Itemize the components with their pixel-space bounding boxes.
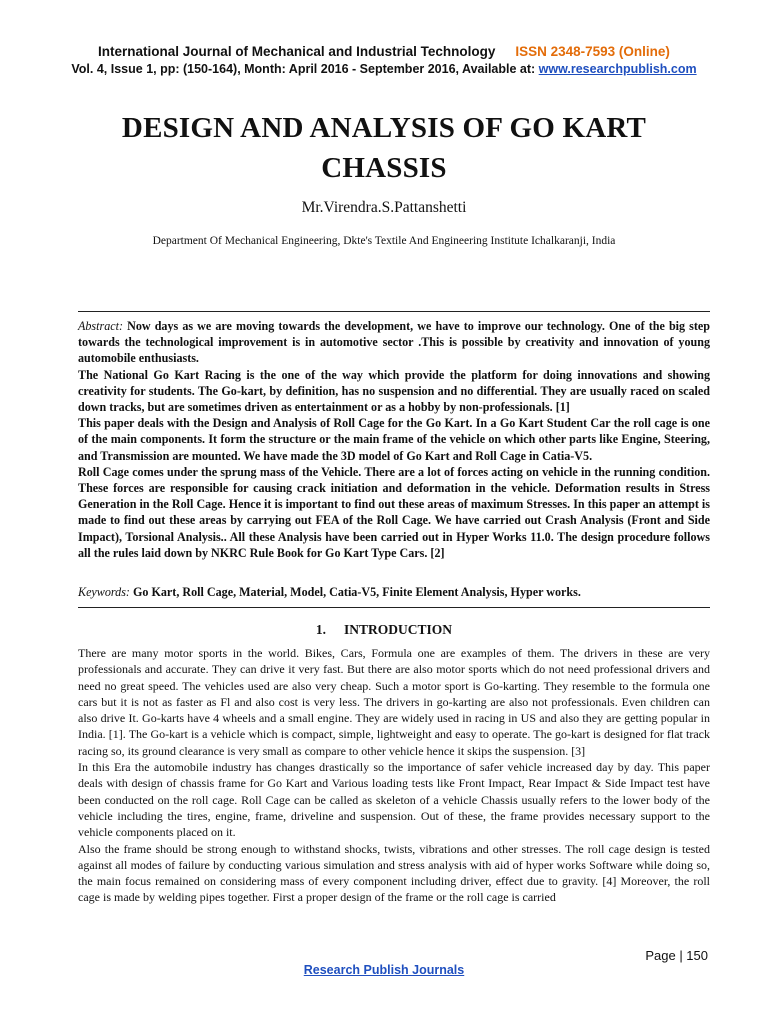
keywords-line: [78, 584, 710, 600]
body-paragraph: In this Era the automobile industry has changes drastically so the importance of safer vehicle increased day by day. This paper deals with design of chassis frame for Go Kart and Various loading tests like Front Impact, Rear Impact & Side Impact test have been conducted on the roll cage. Roll Cage can be called as skeleton of a vehicle Chassis usually refers to the lower body of the vehicle including the tires, engine, frame, driveline and suspension. Out of these, the frame provides necessary support to the vehicle components placed on it.: [78, 760, 710, 840]
abstract-label: Abstract:: [78, 319, 124, 333]
publisher-footer-link[interactable]: Research Publish Journals: [303, 963, 465, 977]
keywords-text: Go Kart, Roll Cage, Material, Model, Catia-V5, Finite Element Analysis, Hyper works.: [129, 585, 581, 599]
section-number: 1.: [315, 622, 327, 637]
abstract-paragraph: Abstract: Now days as we are moving towards the development, we have to improve our technology. One of the big step towards the technological improvement is in automotive sector .This is possible by creativity and innovation of young automobile enthusiasts.: [78, 319, 710, 366]
abstract-bottom-rule: [78, 607, 710, 608]
issn-label: ISSN 2348-7593 (Online): [515, 44, 670, 59]
body-paragraph: There are many motor sports in the world. Bikes, Cars, Formula one are examples of them. The drivers in these are very professionals and accurate. They can drive it very fast. But there are also motor sports which do not need professional drivers and need no great speed. The vehicles used are also very cheap. Such a motor sport is Go-karting. They resemble to the formula one cars but it is not as faster as Fl and also cost is very less. The drivers in go-karting are also not professionals. Even children can also drive It. Go-karts have 4 wheels and a small engine. They are widely used in racing in US and also they are getting popular in India. [1]. The Go-kart is a vehicle which is compact, simple, lightweight and easy to operate. The go-kart is designed for flat track racing so, its ground clearance is very small as compare to other vehicle hence it skips the suspension. [3]: [78, 646, 710, 758]
journal-name: International Journal of Mechanical and Industrial Technology: [98, 44, 496, 59]
issue-info-line: [0, 62, 768, 76]
section-heading: [0, 622, 768, 638]
section-title: INTRODUCTION: [344, 622, 453, 637]
abstract-block: [78, 318, 710, 561]
introduction-body: [78, 645, 710, 906]
journal-header: [0, 44, 768, 59]
paper-title: DESIGN AND ANALYSIS OF GO KART CHASSIS: [121, 112, 647, 184]
abstract-paragraph: This paper deals with the Design and Analysis of Roll Cage for the Go Kart. In a Go Kart Student Car the roll cage is one of the main components. It form the structure or the main frame of the vehicle on which other parts like Engine, Steering, and Transmission are mounted. We have made the 3D model of Go Kart and Roll Cage in Catia-V5.: [78, 416, 710, 463]
keywords-label: Keywords:: [78, 585, 130, 599]
abstract-paragraph: Roll Cage comes under the sprung mass of the Vehicle. There are a lot of forces acting on vehicle in the running condition. These forces are responsible for causing crack initiation and deformation in the vehicle. Deformation results in Stress Generation in the Roll Cage. Hence it is important to find out these areas of maximum Stresses. In this paper an attempt is made to find out these areas by carrying out FEA of the Roll Cage. We have carried out Crash Analysis (Front and Side Impact), Torsional Analysis.. All these Analysis have been carried out in Hyper Works 11.0. The design procedure follows all the rules laid down by NKRC Rule Book for Go Kart Type Cars. [2]: [78, 464, 710, 560]
journal-url-link[interactable]: www.researchpublish.com: [538, 62, 697, 76]
issue-info: Vol. 4, Issue 1, pp: (150-164), Month: April 2016 - September 2016, Available at:: [71, 62, 539, 76]
body-paragraph: Also the frame should be strong enough to withstand shocks, twists, vibrations and other stresses. The roll cage design is tested against all modes of failure by conducting various simulation and stress analysis with aid of hyper works Software while doing so, the main focus remained on considering mass of every component including driver, effect due to gravity. [4] Moreover, the roll cage is made by welding pipes together. First a proper design of the frame or the roll cage is carried: [78, 841, 710, 905]
abstract-paragraph: The National Go Kart Racing is the one of the way which provide the platform for doing innovations and showing creativity for students. The Go-kart, by definition, has no suspension and no differential. They are usually raced on scaled down tracks, but are sometimes driven as entertainment or as a hobby by non-professionals. [1]: [78, 367, 710, 415]
abstract-top-rule: [78, 311, 710, 312]
author-name: Mr.Virendra.S.Pattanshetti: [301, 199, 467, 216]
author-affiliation: Department Of Mechanical Engineering, Dkte's Textile And Engineering Institute Ichalkaranji, India: [152, 235, 616, 247]
page-number: Page | 150: [645, 948, 708, 963]
